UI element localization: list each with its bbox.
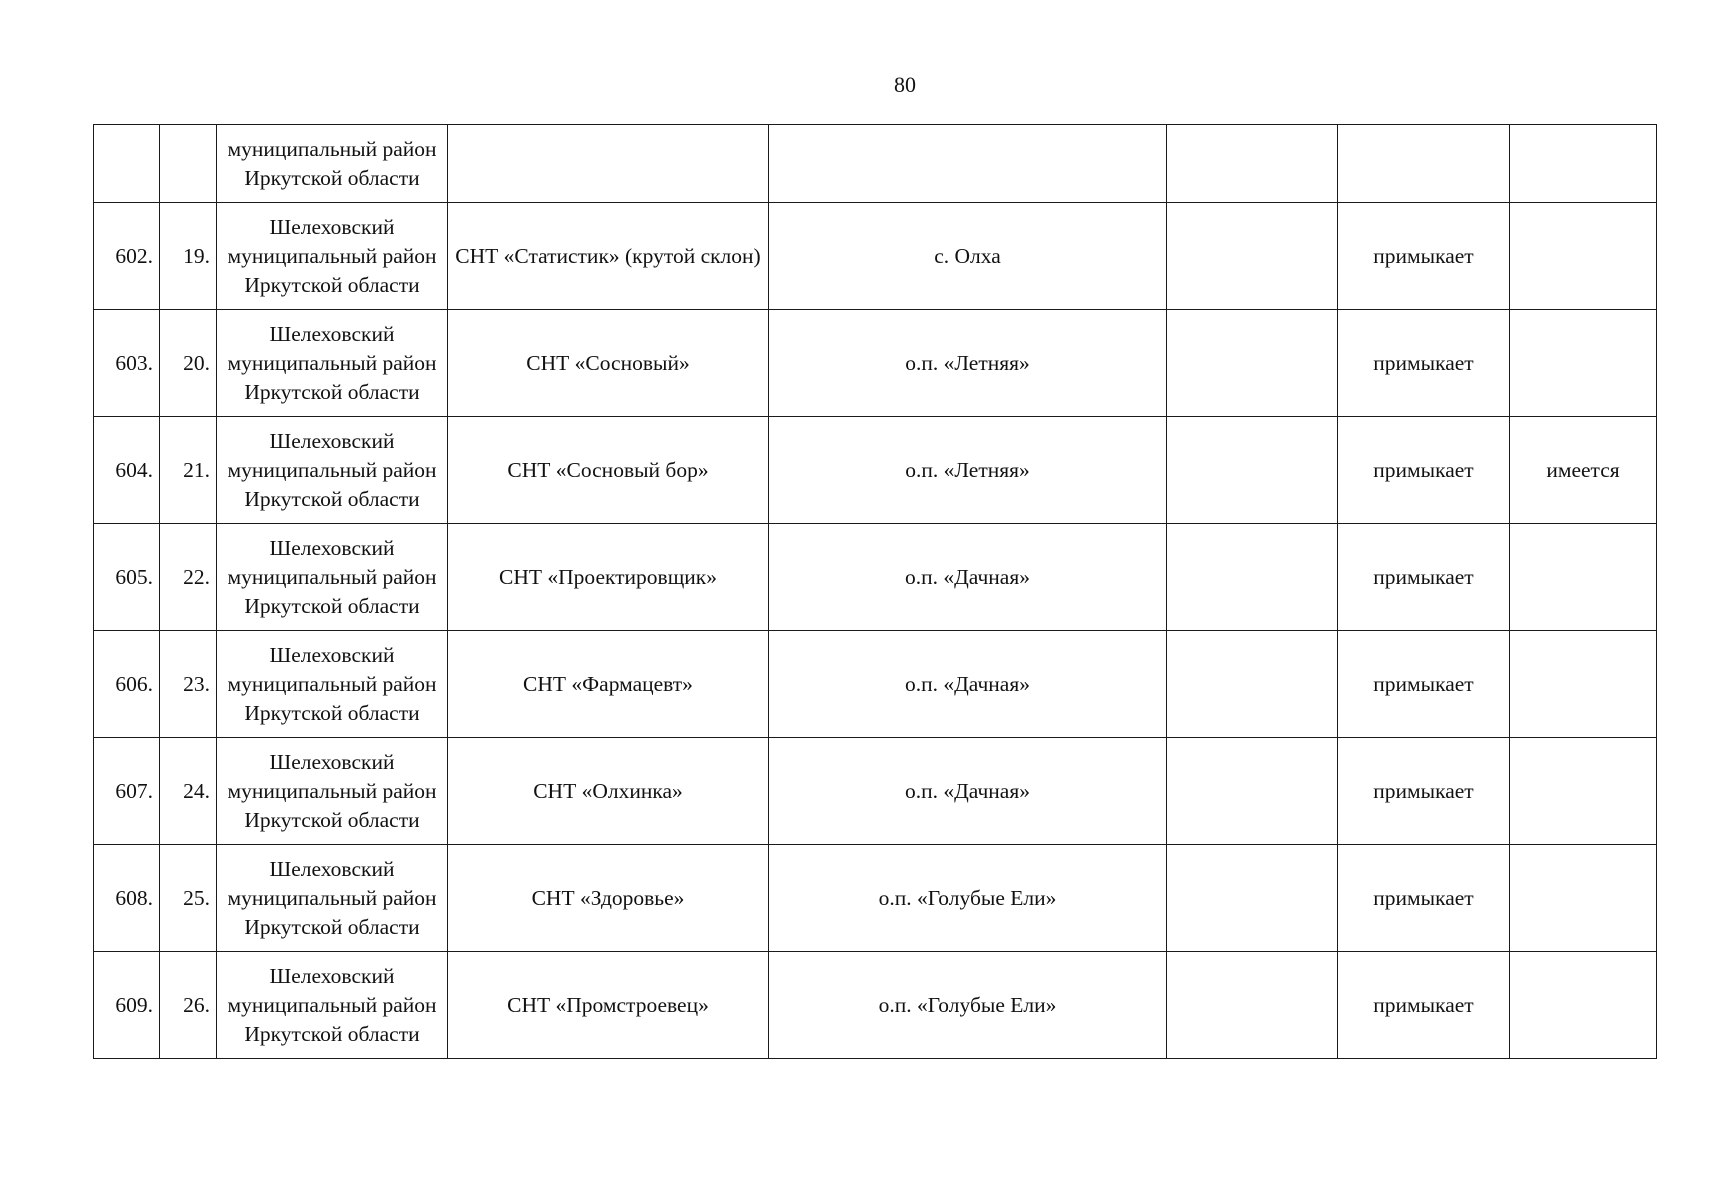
cell-district: Шелеховский муниципальный район Иркутской области — [217, 738, 448, 845]
cell-availability — [1510, 524, 1657, 631]
cell-index: 606. — [94, 631, 160, 738]
cell-locality: о.п. «Дачная» — [769, 738, 1167, 845]
cell-locality: о.п. «Летняя» — [769, 417, 1167, 524]
cell-empty — [1167, 125, 1338, 203]
cell-index — [94, 125, 160, 203]
cell-empty — [1167, 738, 1338, 845]
table-row — [94, 952, 1657, 1059]
table-row — [94, 631, 1657, 738]
cell-availability — [1510, 631, 1657, 738]
cell-sub-index: 26. — [160, 952, 217, 1059]
cell-sub-index: 20. — [160, 310, 217, 417]
cell-adjacency: примыкает — [1338, 952, 1510, 1059]
cell-name: СНТ «Сосновый бор» — [448, 417, 769, 524]
cell-name: СНТ «Сосновый» — [448, 310, 769, 417]
cell-availability — [1510, 125, 1657, 203]
table-row — [94, 845, 1657, 952]
cell-district: Шелеховский муниципальный район Иркутской области — [217, 952, 448, 1059]
cell-name: СНТ «Проектировщик» — [448, 524, 769, 631]
cell-index: 603. — [94, 310, 160, 417]
cell-district: Шелеховский муниципальный район Иркутской области — [217, 631, 448, 738]
cell-adjacency: примыкает — [1338, 417, 1510, 524]
cell-locality: о.п. «Дачная» — [769, 524, 1167, 631]
cell-name — [448, 125, 769, 203]
cell-adjacency: примыкает — [1338, 738, 1510, 845]
cell-availability: имеется — [1510, 417, 1657, 524]
cell-empty — [1167, 845, 1338, 952]
cell-locality: с. Олха — [769, 203, 1167, 310]
cell-index: 602. — [94, 203, 160, 310]
cell-availability — [1510, 203, 1657, 310]
cell-locality: о.п. «Голубые Ели» — [769, 845, 1167, 952]
cell-empty — [1167, 417, 1338, 524]
cell-index: 609. — [94, 952, 160, 1059]
cell-adjacency: примыкает — [1338, 845, 1510, 952]
cell-sub-index: 24. — [160, 738, 217, 845]
cell-empty — [1167, 631, 1338, 738]
cell-name: СНТ «Олхинка» — [448, 738, 769, 845]
cell-district: Шелеховский муниципальный район Иркутской области — [217, 310, 448, 417]
cell-index: 608. — [94, 845, 160, 952]
cell-adjacency: примыкает — [1338, 310, 1510, 417]
cell-district: Шелеховский муниципальный район Иркутской области — [217, 524, 448, 631]
cell-availability — [1510, 845, 1657, 952]
cell-sub-index: 19. — [160, 203, 217, 310]
cell-adjacency: примыкает — [1338, 524, 1510, 631]
cell-name: СНТ «Здоровье» — [448, 845, 769, 952]
cell-sub-index: 25. — [160, 845, 217, 952]
cell-empty — [1167, 203, 1338, 310]
cell-empty — [1167, 952, 1338, 1059]
cell-index: 607. — [94, 738, 160, 845]
cell-availability — [1510, 952, 1657, 1059]
cell-empty — [1167, 310, 1338, 417]
cell-sub-index — [160, 125, 217, 203]
cell-district: Шелеховский муниципальный район Иркутской области — [217, 203, 448, 310]
cell-sub-index: 22. — [160, 524, 217, 631]
cell-sub-index: 21. — [160, 417, 217, 524]
page-number: 80 — [894, 72, 916, 97]
cell-index: 604. — [94, 417, 160, 524]
table-row — [94, 738, 1657, 845]
table-row — [94, 203, 1657, 310]
cell-locality — [769, 125, 1167, 203]
cell-index: 605. — [94, 524, 160, 631]
cell-name: СНТ «Промстроевец» — [448, 952, 769, 1059]
settlements-table — [93, 124, 1657, 1059]
table-row — [94, 310, 1657, 417]
cell-availability — [1510, 310, 1657, 417]
cell-adjacency — [1338, 125, 1510, 203]
cell-locality: о.п. «Голубые Ели» — [769, 952, 1167, 1059]
cell-locality: о.п. «Дачная» — [769, 631, 1167, 738]
cell-name: СНТ «Фармацевт» — [448, 631, 769, 738]
table-row — [94, 524, 1657, 631]
cell-district: Шелеховский муниципальный район Иркутской области — [217, 417, 448, 524]
table-row-continuation — [94, 125, 1657, 203]
cell-adjacency: примыкает — [1338, 203, 1510, 310]
cell-adjacency: примыкает — [1338, 631, 1510, 738]
cell-locality: о.п. «Летняя» — [769, 310, 1167, 417]
cell-district: муниципальный район Иркутской области — [217, 125, 448, 203]
cell-name: СНТ «Статистик» (крутой склон) — [448, 203, 769, 310]
cell-district: Шелеховский муниципальный район Иркутской области — [217, 845, 448, 952]
cell-empty — [1167, 524, 1338, 631]
table-row — [94, 417, 1657, 524]
cell-availability — [1510, 738, 1657, 845]
cell-sub-index: 23. — [160, 631, 217, 738]
